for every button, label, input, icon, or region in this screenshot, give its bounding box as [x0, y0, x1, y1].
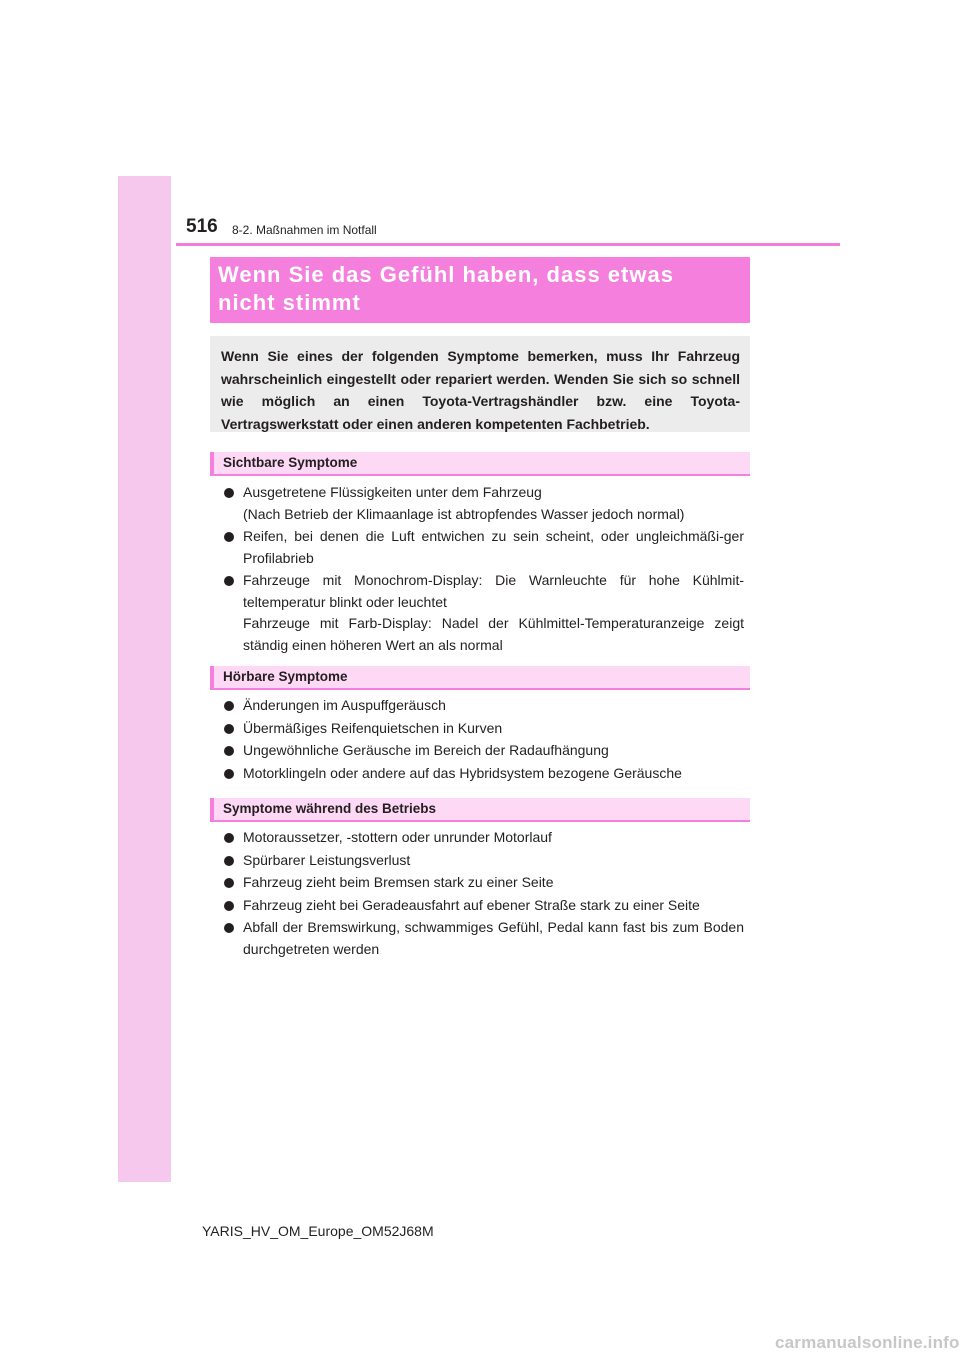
section-reference: 8-2. Maßnahmen im Notfall — [232, 223, 377, 237]
section-heading-audible — [210, 666, 750, 690]
list-item-text: Ausgetretene Flüssigkeiten unter dem Fahrzeug — [243, 484, 542, 500]
watermark: carmanualsonline.info — [775, 1333, 960, 1352]
section-heading-label: Sichtbare Symptome — [223, 455, 358, 470]
bullet-icon — [224, 878, 234, 888]
bullet-icon — [224, 856, 234, 866]
bullet-list-audible — [222, 695, 744, 785]
list-item — [222, 570, 744, 656]
list-item-text: Fahrzeuge mit Monochrom-Display: Die Warnleuchte für hohe Kühlmit-teltemperatur blinkt oder leuchtet — [243, 572, 744, 610]
list-item — [222, 740, 744, 762]
section-heading-label: Symptome während des Betriebs — [223, 801, 437, 816]
list-item — [222, 718, 744, 740]
bullet-list-operation — [222, 827, 744, 961]
bullet-icon — [224, 746, 234, 756]
footer-document-code: YARIS_HV_OM_Europe_OM52J68M — [202, 1223, 434, 1239]
list-item-text: Reifen, bei denen die Luft entwichen zu sein scheint, oder ungleichmäßi-ger Profilabrieb — [243, 528, 744, 566]
list-item-text: Fahrzeug zieht beim Bremsen stark zu einer Seite — [243, 874, 554, 890]
page-title-line-1: Wenn Sie das Gefühl haben, dass etwas — [218, 262, 674, 287]
section-heading-visible — [210, 452, 750, 476]
list-item — [222, 895, 744, 917]
bullet-icon — [224, 488, 234, 498]
page-title — [218, 261, 740, 317]
list-item — [222, 872, 744, 894]
list-item-note: Fahrzeuge mit Farb-Display: Nadel der Kühlmittel-Temperaturanzeige zeigt ständig einen höheren Wert an als normal — [243, 615, 744, 653]
list-item — [222, 827, 744, 849]
bullet-icon — [224, 576, 234, 586]
bullet-icon — [224, 724, 234, 734]
list-item — [222, 482, 744, 525]
page-title-line-2: nicht stimmt — [218, 290, 361, 315]
header-rule — [176, 243, 840, 246]
list-item — [222, 763, 744, 785]
list-item-text: Abfall der Bremswirkung, schwammiges Gefühl, Pedal kann fast bis zum Boden durchgetreten werden — [243, 919, 744, 957]
list-item-text: Motoraussetzer, -stottern oder unrunder Motorlauf — [243, 829, 552, 845]
list-item-text: Spürbarer Leistungsverlust — [243, 851, 411, 868]
list-item-text: Übermäßiges Reifenquietschen in Kurven — [243, 719, 503, 736]
list-item — [222, 526, 744, 569]
list-item-text: Ungewöhnliche Geräusche im Bereich der Radaufhängung — [243, 742, 609, 758]
list-item-text: Änderungen im Auspuffgeräusch — [243, 697, 446, 713]
intro-text: Wenn Sie eines der folgenden Symptome bemerken, muss Ihr Fahrzeug wahrscheinlich eingestellt oder repariert werden. Wenden Sie sich so schnell wie möglich an einen Toyota-Vertragshändler bzw. eine Toyota-Vertragswerkstatt oder einen anderen kompetenten Fachbetrieb. — [221, 348, 740, 432]
bullet-list-visible — [222, 482, 744, 657]
title-box — [210, 257, 750, 323]
intro-box — [210, 336, 750, 432]
list-item — [222, 695, 744, 717]
section-heading-operation — [210, 798, 750, 822]
list-item-text: Fahrzeug zieht bei Geradeausfahrt auf ebener Straße stark zu einer Seite — [243, 896, 700, 913]
section-heading-label: Hörbare Symptome — [223, 669, 348, 684]
list-item — [222, 850, 744, 872]
list-item-note: (Nach Betrieb der Klimaanlage ist abtropfendes Wasser jedoch normal) — [243, 505, 685, 522]
list-item-text: Motorklingeln oder andere auf das Hybridsystem bezogene Geräusche — [243, 764, 682, 781]
side-strip — [118, 176, 171, 1182]
page-number: 516 — [186, 216, 218, 237]
bullet-icon — [224, 769, 234, 779]
bullet-icon — [224, 923, 234, 933]
bullet-icon — [224, 532, 234, 542]
bullet-icon — [224, 833, 234, 843]
bullet-icon — [224, 701, 234, 711]
list-item — [222, 917, 744, 960]
bullet-icon — [224, 901, 234, 911]
